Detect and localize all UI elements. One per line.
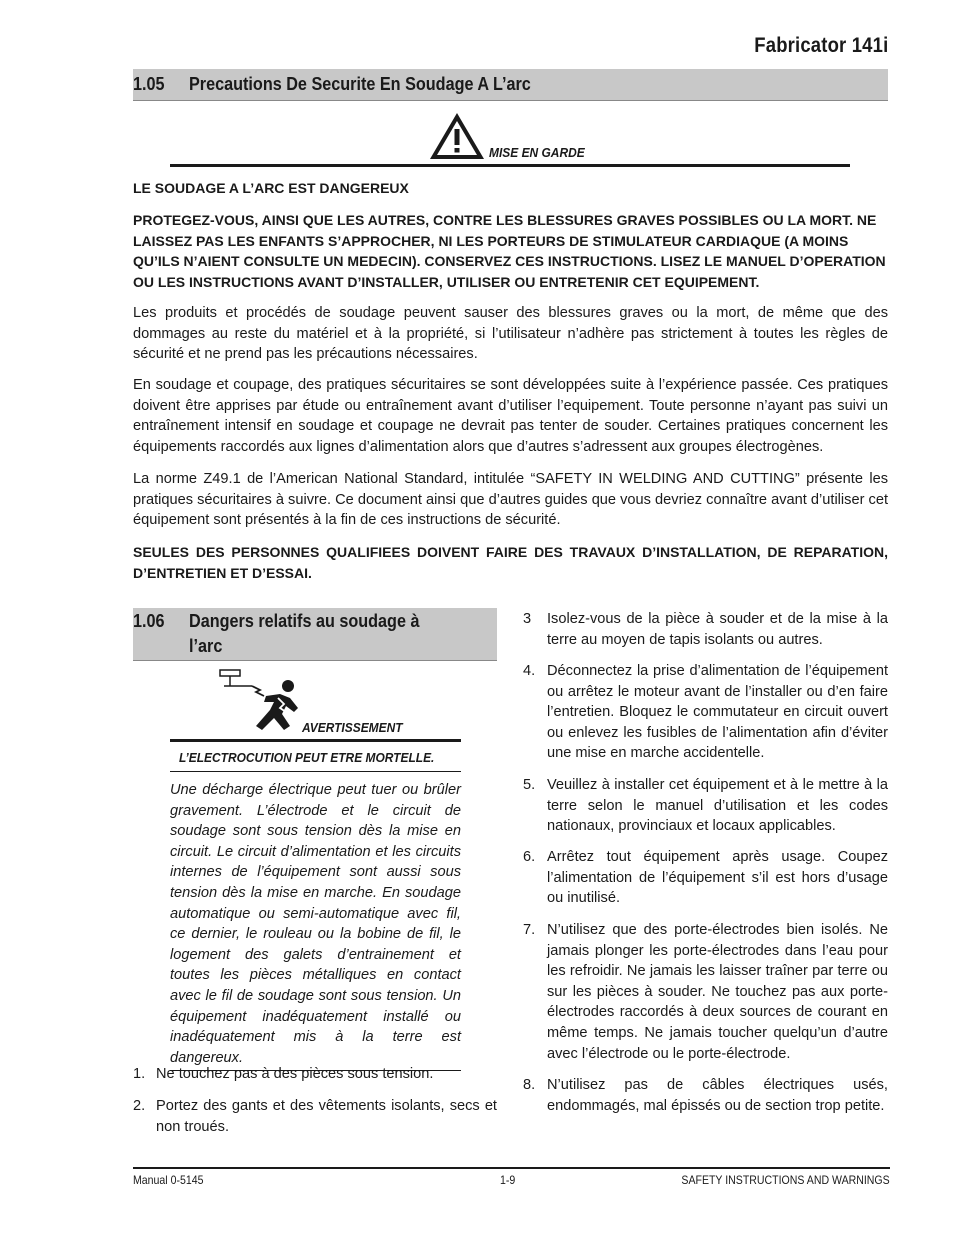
list-text: Ne touchez pas à des pièces sous tension. bbox=[156, 1066, 434, 1082]
footer-page-number: 1-9 bbox=[500, 1173, 516, 1187]
footer-manual-number: Manual 0-5145 bbox=[133, 1173, 204, 1187]
warning-divider bbox=[170, 739, 461, 742]
list-text: Portez des gants et des vêtements isolants, secs et non troués. bbox=[156, 1098, 497, 1135]
paragraph-1: Les produits et procédés de soudage peuvent sauser des blessures graves ou la mort, de même que des dommages au reste du matériel et à la propriété, si l’utilisateur n’adhère pas strictement à toutes les règles de sécurité et ne prend pas les précautions nécessaires. bbox=[133, 305, 888, 363]
section-heading-1-06 bbox=[133, 608, 497, 661]
list-number: 4. bbox=[523, 663, 536, 679]
footer-divider bbox=[133, 1167, 890, 1169]
list-number: 2. bbox=[133, 1098, 146, 1114]
footer-section-title: SAFETY INSTRUCTIONS AND WARNINGS bbox=[681, 1173, 890, 1187]
list-text: Arrêtez tout équipement après usage. Coupez l’alimentation de l’équipement s’il est hors d’usage ou inutilisé. bbox=[547, 849, 888, 907]
list-number: 6. bbox=[523, 849, 536, 865]
list-text: N’utilisez que des porte-électrodes bien isolés. Ne jamais plonger les porte-électrodes dans l’eau pour les refroidir. Ne jamais les laisser traîner par terre ou sur les pièces à souder. Ne touchez pas aux porte-électrodes raccordés à deux sources de courant en même temps. Ne jamais toucher quelqu’un d’autre avec l’électrode ou le porte-électrode. bbox=[547, 922, 888, 1062]
section-number: 1.05 bbox=[133, 74, 165, 94]
caption-underline bbox=[170, 771, 461, 772]
list-number: 5. bbox=[523, 777, 536, 793]
section-title-line-1: Dangers relatifs au soudage à bbox=[189, 611, 420, 631]
hazard-heading: LE SOUDAGE A L’ARC EST DANGEREUX bbox=[133, 180, 409, 196]
list-number: 8. bbox=[523, 1077, 536, 1093]
list-text: Veuillez à installer cet équipement et à le mettre à la terre selon le manuel d’utilisation et les codes nationaux, provinciaux et locaux applicables. bbox=[547, 777, 888, 835]
paragraph-2: En soudage et coupage, des pratiques sécuritaires se sont développées suite à l’expérience passée. Ces pratiques doivent être apprises par étude ou entraînement avant d’utiliser l’equipement. Toute personne n’ayant pas suivi un entraînement intensif en soudage et coupage ne devrait pas tenter de souder. Certaines pratiques concernent les équipements raccordés aux lignes d’alimentation alors que d’autres s’adressent aux groupes électrogènes. bbox=[133, 377, 888, 455]
qualified-personnel-paragraph: SEULES DES PERSONNES QUALIFIEES DOIVENT FAIRE DES TRAVAUX D’INSTALLATION, DE REPARATION, D’ENTRETIEN ET D’ESSAI. bbox=[133, 544, 888, 581]
electrocution-hazard-icon bbox=[218, 668, 310, 736]
section-title: Precautions De Securite En Soudage A L’arc bbox=[189, 74, 531, 94]
paragraph-3: La norme Z49.1 de l’American National Standard, intitulée “SAFETY IN WELDING AND CUTTING” présente les pratiques sécuritaires à suivre. Ce document ainsi que d’autres guides que vous devriez connaître avant d’utiliser cet équipement sont présentés à la fin de ces instructions de sécurité. bbox=[133, 471, 888, 529]
list-number: 1. bbox=[133, 1066, 146, 1082]
section-number: 1.06 bbox=[133, 611, 165, 631]
product-title: Fabricator 141i bbox=[753, 34, 888, 57]
electrocution-description: Une décharge électrique peut tuer ou brûler gravement. L’électrode et le circuit de soudage sont sous tension dès la mise en circuit. Le circuit d’alimentation et les circuits internes de l’équipement sont aussi sous tension dès la mise en marche. En soudage automatique ou semi-automatique avec fil, ce dernier, le rouleau ou la bobine de fil, le logement des galets d’entrainement et toutes les pièces métalliques en contact avec le fil de soudage sont sous tension. Un équipement inadéquatement installé ou inadéquatement mis à la terre est dangereux. bbox=[170, 780, 461, 1071]
section-heading-1-05 bbox=[133, 69, 888, 101]
list-text: Déconnectez la prise d’alimentation de l’équipement ou arrêtez le moteur avant de l’installer ou d’en faire l’entretien. Bloquez le commutateur en circuit ouvert ou enlevez les fusibles de l’alimentation afin d’éviter une mise en marche accidentelle. bbox=[547, 663, 888, 762]
list-number: 7. bbox=[523, 922, 536, 938]
list-text: N’utilisez pas de câbles électriques usés, endommagés, mal épissés ou de section trop petite. bbox=[547, 1077, 888, 1114]
mise-en-garde-label: MISE EN GARDE bbox=[489, 145, 585, 160]
warning-triangle-icon bbox=[428, 111, 486, 161]
section-title-line-2: l’arc bbox=[189, 636, 223, 656]
list-text: Isolez-vous de la pièce à souder et de la mise à la terre au moyen de tapis isolants ou autres. bbox=[547, 611, 888, 648]
caution-divider bbox=[170, 164, 850, 167]
electrocution-caption: L’ELECTROCUTION PEUT ETRE MORTELLE. bbox=[179, 750, 435, 765]
avertissement-label: AVERTISSEMENT bbox=[302, 720, 403, 735]
bold-warning-paragraph: PROTEGEZ-VOUS, AINSI QUE LES AUTRES, CONTRE LES BLESSURES GRAVES POSSIBLES OU LA MORT. NE LAISSEZ PAS LES ENFANTS S’APPROCHER, NI LES PORTEURS DE STIMULATEUR CARDIAQUE (A MOINS QU’ILS N’AIENT CONSULTE UN MEDECIN). CONSERVEZ CES INSTRUCTIONS. LISEZ LE MANUEL D’OPERATION OU LES INSTRUCTIONS AVANT D’INSTALLER, UTILISER OU ENTRETENIR CET EQUIPEMENT. bbox=[133, 212, 886, 290]
list-number: 3 bbox=[523, 611, 532, 627]
